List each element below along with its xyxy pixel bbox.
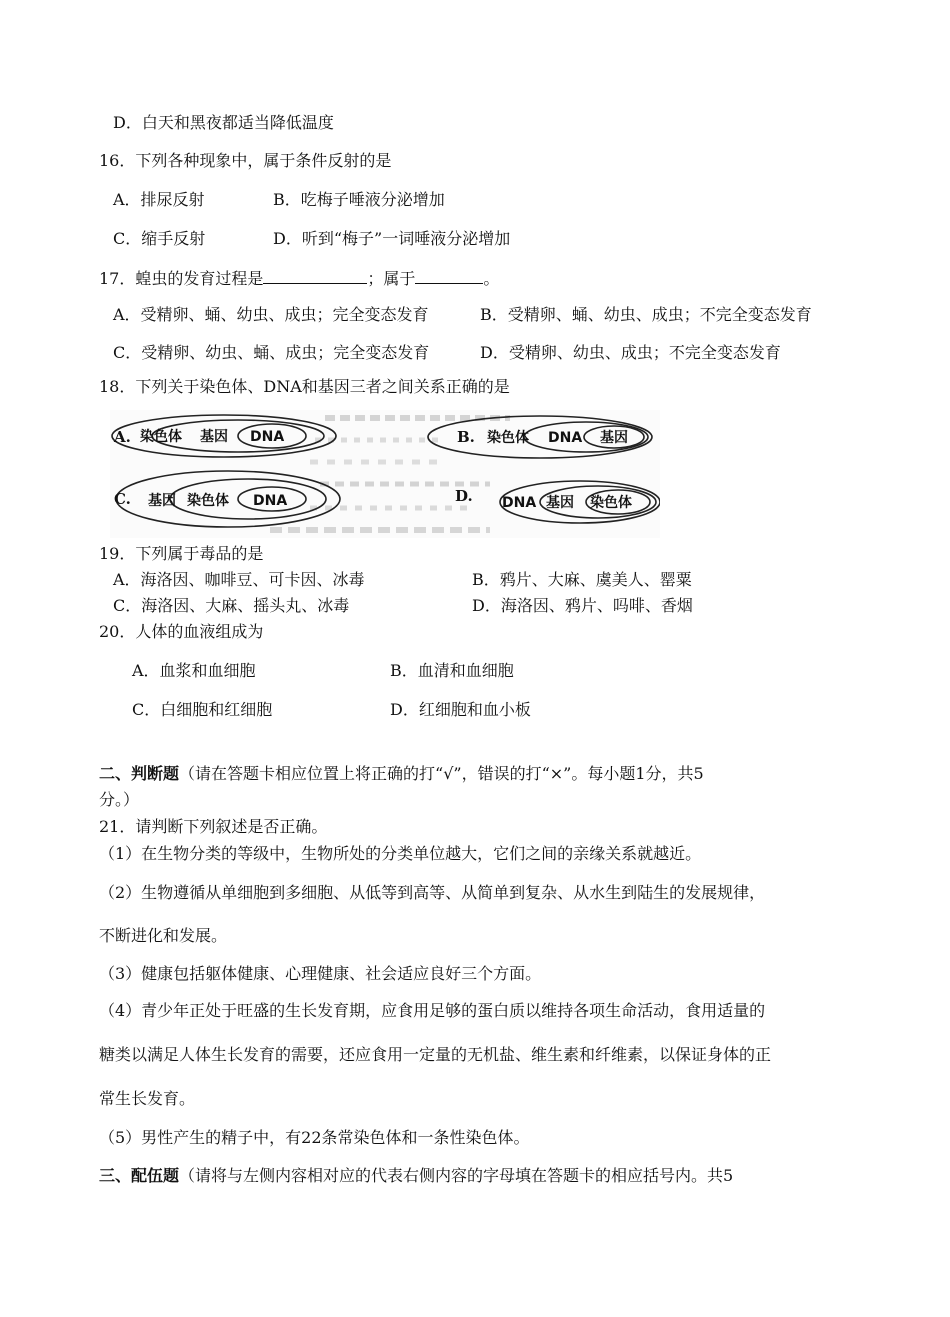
q21-statement-4-line1: （4）青少年正处于旺盛的生长发育期，应食用足够的蛋白质以维持各项生命活动，食用适量的 [99, 1001, 766, 1020]
q21-statement-4-line3: 常生长发育。 [99, 1089, 196, 1108]
diagram-c-letter: C. [114, 490, 131, 508]
q19-option-d: D．海洛因、鸦片、吗啡、香烟 [472, 596, 693, 615]
q21-statement-3: （3）健康包括躯体健康、心理健康、社会适应良好三个方面。 [99, 964, 542, 983]
diagram-c-outer-label: 基因 [148, 493, 176, 509]
q17-option-b: B．受精卵、蛹、幼虫、成虫；不完全变态发育 [480, 305, 812, 324]
q19-option-c: C．海洛因、大麻、摇头丸、冰毒 [113, 596, 350, 615]
diagram-a-letter: A. [114, 428, 131, 446]
q18-stem: 18．下列关于染色体、DNA和基因三者之间关系正确的是 [99, 377, 510, 396]
q21-statement-5: （5）男性产生的精子中，有22条常染色体和一条性染色体。 [99, 1128, 530, 1147]
q16-option-b: B．吃梅子唾液分泌增加 [273, 190, 445, 209]
q20-option-d: D．红细胞和血小板 [390, 700, 531, 719]
section2-note-line2: 分。） [99, 790, 140, 809]
diagram-d-inner-label: 染色体 [590, 495, 632, 511]
section3-note: （请将与左侧内容相对应的代表右侧内容的字母填在答题卡的相应括号内。共5 [179, 1166, 734, 1185]
section2-header [99, 764, 704, 784]
diagram-a-inner-label: DNA [250, 429, 285, 445]
q17-stem-part2: ；属于 [367, 269, 416, 288]
q21-statement-2-line2: 不断进化和发展。 [99, 926, 228, 945]
q20-option-a: A．血浆和血细胞 [132, 661, 256, 680]
q17-option-c: C．受精卵、幼虫、蛹、成虫；完全变态发育 [113, 343, 430, 362]
q16-option-a: A．排尿反射 [113, 190, 205, 209]
q17-stem-part1: 17．蝗虫的发育过程是 [99, 269, 264, 288]
diagram-b-letter: B. [457, 428, 475, 446]
diagram-d-letter: D. [455, 487, 473, 505]
diagram-a-middle-label: 基因 [200, 429, 228, 445]
section2-title: 二、判断题 [99, 764, 180, 783]
section3-title: 三、配伍题 [99, 1166, 180, 1185]
q17-stem-part3: 。 [483, 269, 500, 288]
q21-statement-4-line2: 糖类以满足人体生长发育的需要，还应食用一定量的无机盐、维生素和纤维素，以保证身体的正 [99, 1045, 772, 1064]
section3-header [99, 1166, 733, 1186]
q20-option-b: B．血清和血细胞 [390, 661, 514, 680]
q17-blank-2 [415, 267, 483, 284]
q19-option-a: A．海洛因、咖啡豆、可卡因、冰毒 [113, 570, 365, 589]
q19-option-b: B．鸦片、大麻、虞美人、罂粟 [472, 570, 692, 589]
venn-diagram-scan [110, 410, 660, 538]
q17-blank-1 [263, 267, 367, 284]
q17-stem [99, 267, 499, 289]
diagram-b-middle-label: DNA [548, 430, 583, 446]
diagram-c-inner-label: DNA [253, 493, 288, 509]
q19-stem: 19．下列属于毒品的是 [99, 544, 264, 563]
q20-option-c: C．白细胞和红细胞 [132, 700, 273, 719]
diagram-c-middle-label: 染色体 [187, 493, 229, 509]
q17-option-a: A．受精卵、蛹、幼虫、成虫；完全变态发育 [113, 305, 429, 324]
diagram-b-outer-label: 染色体 [487, 430, 529, 446]
q16-stem: 16．下列各种现象中，属于条件反射的是 [99, 151, 392, 170]
q21-stem: 21．请判断下列叙述是否正确。 [99, 817, 328, 836]
q21-statement-1: （1）在生物分类的等级中，生物所处的分类单位越大，它们之间的亲缘关系就越近。 [99, 844, 702, 863]
q16-option-c: C．缩手反射 [113, 229, 206, 248]
q17-option-d: D．受精卵、幼虫、成虫；不完全变态发育 [480, 343, 781, 362]
diagram-a-outer-label: 染色体 [140, 429, 182, 445]
diagram-d-middle-label: 基因 [546, 495, 574, 511]
q20-stem: 20．人体的血液组成为 [99, 622, 264, 641]
diagram-c [114, 471, 340, 527]
q15-option-d: D．白天和黑夜都适当降低温度 [113, 113, 334, 132]
section2-note-line1: （请在答题卡相应位置上将正确的打“√”，错误的打“×”。每小题1分，共5 [179, 764, 704, 783]
q21-statement-2-line1: （2）生物遵循从单细胞到多细胞、从低等到高等、从简单到复杂、从水生到陆生的发展规律， [99, 883, 766, 902]
q16-option-d: D．听到“梅子”一词唾液分泌增加 [273, 229, 511, 248]
diagram-b-inner-label: 基因 [600, 430, 628, 446]
diagram-d-outer-label: DNA [502, 495, 537, 511]
